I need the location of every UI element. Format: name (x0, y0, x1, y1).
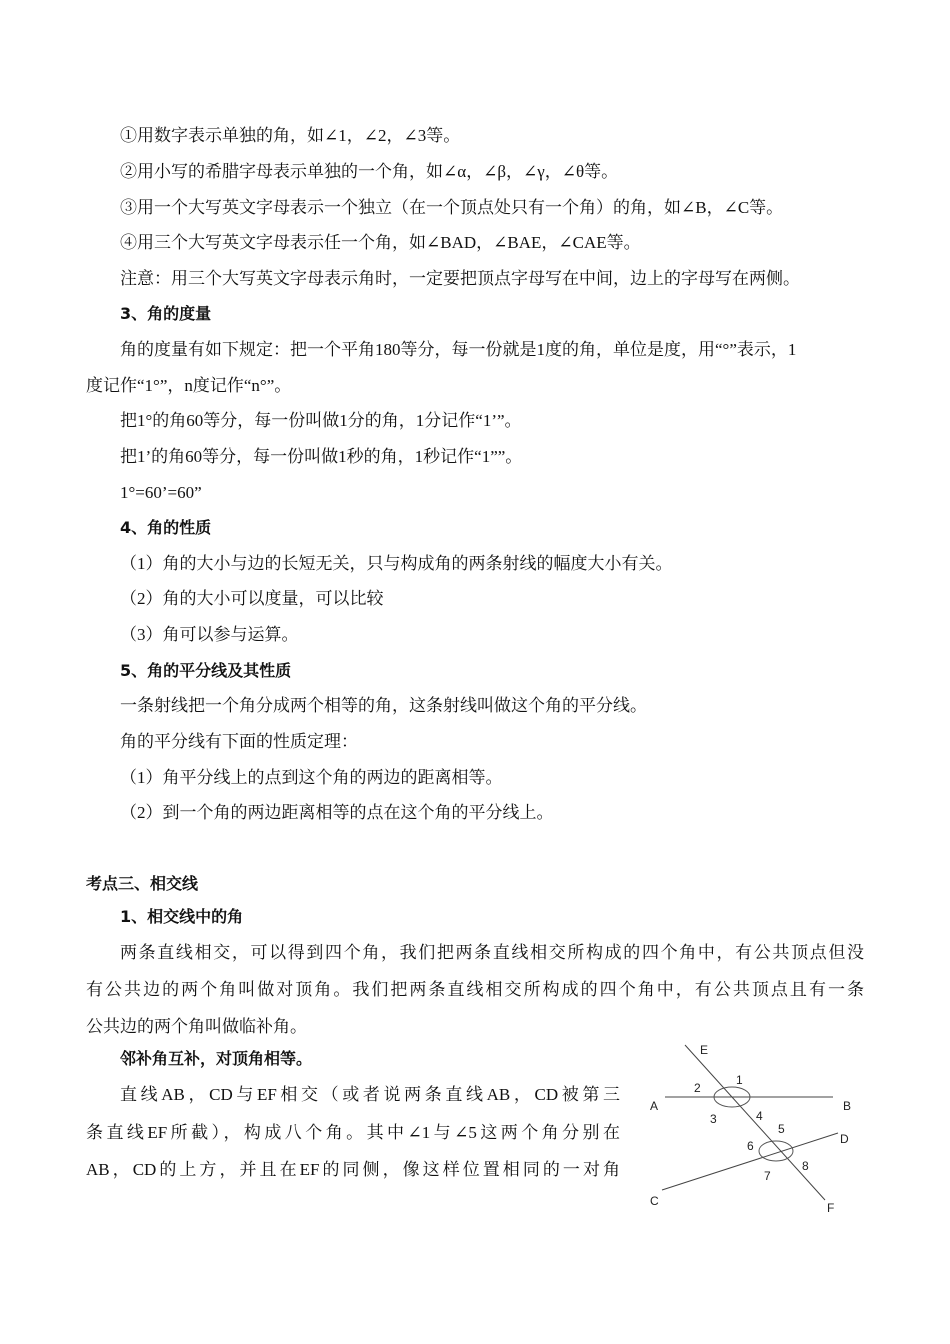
section-3-heading: 3、角的度量 (120, 304, 212, 323)
notation-item-1: ①用数字表示单独的角，如∠1，∠2，∠3等。 (120, 126, 461, 145)
kaodian-3-paragraph-2-line-2: 条直线EF所截），构成八个角。其中∠1与∠5这两个角分别在 (86, 1123, 620, 1142)
section-4-heading: 4、角的性质 (120, 518, 212, 537)
line-ef (685, 1045, 825, 1200)
label-d: D (840, 1132, 849, 1146)
label-a: A (650, 1099, 659, 1113)
kaodian-3-key-point: 邻补角互补，对顶角相等。 (120, 1049, 313, 1068)
label-c: C (650, 1194, 659, 1208)
intersecting-lines-figure (640, 1040, 880, 1220)
kaodian-3-paragraph-1-line-3: 公共边的两个角叫做临补角。 (86, 1017, 307, 1036)
section-5-paragraph-1: 一条射线把一个角分成两个相等的角，这条射线叫做这个角的平分线。 (120, 696, 647, 715)
angle-arc-lower (759, 1141, 793, 1161)
angle-label-6: 6 (747, 1139, 754, 1153)
kaodian-3-heading: 考点三、相交线 (86, 874, 199, 893)
angle-label-3: 3 (710, 1112, 717, 1126)
angle-label-5: 5 (778, 1122, 785, 1136)
angle-label-7: 7 (764, 1169, 771, 1183)
angle-label-4: 4 (756, 1109, 763, 1123)
section-5-paragraph-2: 角的平分线有下面的性质定理： (120, 732, 358, 751)
kaodian-3-paragraph-2-line-1: 直线AB，CD与EF相交（或者说两条直线AB，CD被第三 (120, 1085, 620, 1104)
section-5-heading: 5、角的平分线及其性质 (120, 661, 292, 680)
label-b: B (843, 1099, 852, 1113)
section-4-item-1: （1）角的大小与边的长短无关，只与构成角的两条射线的幅度大小有关。 (120, 554, 673, 573)
label-f: F (827, 1201, 835, 1215)
section-3-paragraph-4: 1°=60’=60” (120, 483, 202, 502)
notation-item-4: ④用三个大写英文字母表示任一个角，如∠BAD，∠BAE，∠CAE等。 (120, 233, 641, 252)
kaodian-3-paragraph-2-line-3: AB，CD的上方，并且在EF的同侧，像这样位置相同的一对角 (86, 1160, 620, 1179)
kaodian-3-paragraph-1-line-1: 两条直线相交，可以得到四个角，我们把两条直线相交所构成的四个角中，有公共顶点但没 (120, 943, 864, 962)
notation-item-3: ③用一个大写英文字母表示一个独立（在一个顶点处只有一个角）的角，如∠B，∠C等。 (120, 198, 784, 217)
angle-label-2: 2 (694, 1081, 701, 1095)
section-3-paragraph-2: 把1°的角60等分，每一份叫做1分的角，1分记作“1’”。 (120, 411, 522, 430)
kaodian-3-subheading: 1、相交线中的角 (120, 907, 244, 926)
section-5-item-2: （2）到一个角的两边距离相等的点在这个角的平分线上。 (120, 803, 554, 822)
section-5-item-1: （1）角平分线上的点到这个角的两边的距离相等。 (120, 768, 503, 787)
section-3-paragraph-1-line-1: 角的度量有如下规定：把一个平角180等分，每一份就是1度的角，单位是度，用“°”表示，1 (120, 340, 797, 359)
label-e: E (700, 1043, 709, 1057)
section-3-paragraph-1-line-2: 度记作“1°”，n度记作“n°”。 (86, 376, 292, 395)
section-4-item-3: （3）角可以参与运算。 (120, 625, 299, 644)
notation-item-2: ②用小写的希腊字母表示单独的一个角，如∠α，∠β，∠γ，∠θ等。 (120, 162, 619, 181)
section-3-paragraph-3: 把1’的角60等分，每一份叫做1秒的角，1秒记作“1””。 (120, 447, 523, 466)
kaodian-3-paragraph-1-line-2: 有公共边的两个角叫做对顶角。我们把两条直线相交所构成的四个角中，有公共顶点且有一条 (86, 980, 864, 999)
notation-note: 注意：用三个大写英文字母表示角时，一定要把顶点字母写在中间，边上的字母写在两侧。 (120, 269, 800, 288)
angle-label-8: 8 (802, 1159, 809, 1173)
angle-label-1: 1 (736, 1073, 743, 1087)
section-4-item-2: （2）角的大小可以度量，可以比较 (120, 589, 384, 608)
